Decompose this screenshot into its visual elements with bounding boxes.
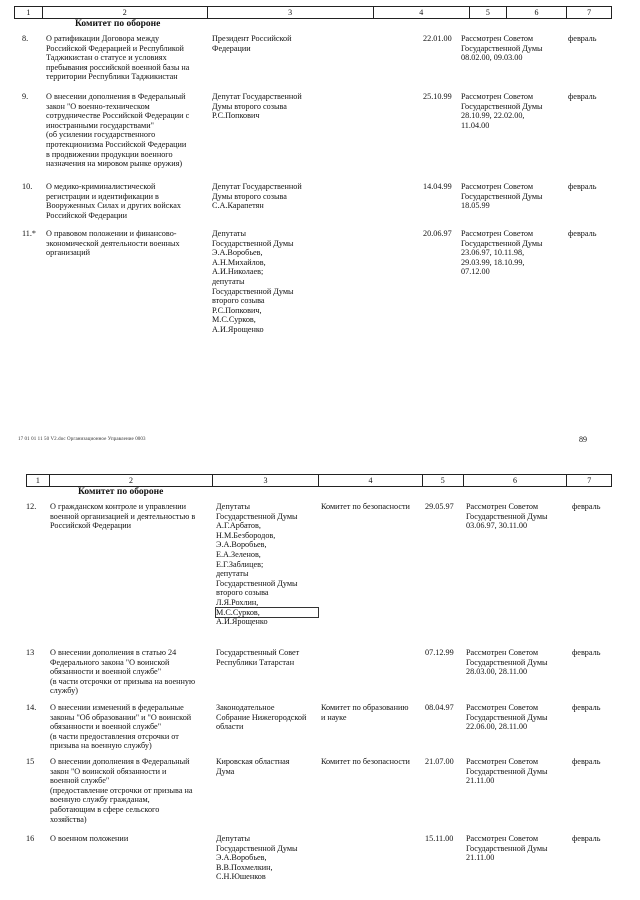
submission-date: 14.04.99 [423, 182, 452, 191]
planned-month: февраль [568, 92, 597, 101]
row-number: 8. [22, 34, 29, 43]
column-number: 5 [470, 7, 507, 18]
column-number: 6 [464, 475, 568, 486]
bill-title: О внесении дополнения в статью 24 Федерального закона "О воинской обязанности и военной службе" (в части отсрочки от призыва на военную службу) [50, 648, 196, 696]
submission-date: 22.01.00 [423, 34, 452, 43]
row-number: 10. [22, 182, 33, 191]
row-number: 11.* [22, 229, 37, 238]
column-number-header [26, 474, 612, 487]
bill-title: О военном положении [50, 834, 129, 843]
submission-date: 25.10.99 [423, 92, 452, 101]
bill-title: О правовом положении и финансово- экономической деятельности военных организаций [46, 229, 180, 258]
consideration-status: Рассмотрен Советом Государственной Думы 28.10.99, 22.02.00, 11.04.00 [461, 92, 543, 130]
planned-month: февраль [572, 834, 601, 843]
bill-author: Кировская областная Дума [216, 757, 290, 776]
bill-author: Депутат Государственной Думы второго созыва С.А.Карапетян [212, 182, 302, 211]
bill-author: Депутаты Государственной Думы Э.А.Воробьев, А.Н.Михайлов, А.И.Николаев; депутаты Государственной Думы второго созыва Р.С.Попкович, М.С.Сурков, А.И.Ярощенко [212, 229, 294, 334]
row-number: 9. [22, 92, 29, 101]
column-number: 7 [587, 8, 592, 17]
consideration-status: Рассмотрен Советом Государственной Думы 23.06.97, 10.11.98, 29.03.99, 18.10.99, 07.12.00 [461, 229, 543, 277]
planned-month: февраль [572, 757, 601, 766]
bill-author: Депутаты Государственной Думы Э.А.Воробьев, В.В.Похмелкин, С.Н.Юшенков [216, 834, 298, 882]
submission-date: 29.05.97 [425, 502, 454, 511]
section-title: Комитет по обороне [75, 19, 161, 29]
bill-title: О внесении дополнения в Федеральный закон "О воинской обязанности и военной службе" (предоставление отсрочки от призыва на военную службу гражданам, работающим в сфере сельского хозяйства) [50, 757, 193, 824]
co-committee: Комитет по образованию и науке [321, 703, 409, 722]
consideration-status: Рассмотрен Советом Государственной Думы 18.05.99 [461, 182, 543, 211]
file-footer-note: 17 01 01 11 50 V2.doc Организационное Управление 0003 [18, 437, 146, 442]
planned-month: февраль [572, 648, 601, 657]
column-number: 2 [43, 7, 208, 18]
bill-author: Депутаты Государственной Думы А.Г.Арбатов, Н.М.Безбородов, Э.А.Воробьев, Е.А.Зеленов, Е.Г.Заблицев; депутаты Государственной Думы второго созыва Л.Я.Рохлин, М.С.Сурков, А.И.Ярощенко [216, 502, 298, 627]
planned-month: февраль [568, 229, 597, 238]
consideration-status: Рассмотрен Советом Государственной Думы 28.03.00, 28.11.00 [466, 648, 548, 677]
bill-title: О внесении изменений в федеральные законы "Об образовании" и "О воинской обязанности и военной службе" (в части предоставления отсрочки от призыва на военную службу) [50, 703, 192, 751]
bill-title: О ратификации Договора между Российской Федерацией и Республикой Таджикистан о статусе и условиях пребывания российской военной базы на территории Республики Таджикистан [46, 34, 190, 82]
bill-author: Президент Российской Федерации [212, 34, 292, 53]
bill-title: О гражданском контроле и управлении военной организацией и деятельностью в Российской Федерации [50, 502, 196, 531]
submission-date: 21.07.00 [425, 757, 454, 766]
co-committee: Комитет по безопасности [321, 502, 410, 511]
column-number: 5 [423, 475, 464, 486]
consideration-status: Рассмотрен Советом Государственной Думы 08.02.00, 09.03.00 [461, 34, 543, 63]
submission-date: 15.11.00 [425, 834, 454, 843]
row-number: 14. [26, 703, 37, 712]
planned-month: февраль [568, 182, 597, 191]
column-number: 3 [213, 475, 319, 486]
row-number: 12. [26, 502, 37, 511]
page-number: 89 [579, 435, 587, 444]
planned-month: февраль [568, 34, 597, 43]
submission-date: 20.06.97 [423, 229, 452, 238]
bill-author: Депутат Государственной Думы второго созыва Р.С.Попкович [212, 92, 302, 121]
column-number: 1 [27, 475, 50, 486]
column-number-header [14, 6, 612, 19]
column-number: 4 [374, 7, 470, 18]
column-number: 4 [319, 475, 423, 486]
consideration-status: Рассмотрен Советом Государственной Думы 21.11.00 [466, 757, 548, 786]
row-number: 13 [26, 648, 35, 657]
bill-author: Государственный Совет Республики Татарстан [216, 648, 300, 667]
column-number: 3 [208, 7, 374, 18]
consideration-status: Рассмотрен Советом Государственной Думы 21.11.00 [466, 834, 548, 863]
submission-date: 08.04.97 [425, 703, 454, 712]
column-number: 6 [507, 7, 568, 18]
column-number: 2 [50, 475, 213, 486]
column-number: 7 [587, 476, 592, 485]
bill-title: О медико-криминалистической регистрации и идентификации в Вооруженных Силах и других войсках Российской Федерации [46, 182, 181, 220]
highlight-box [215, 607, 319, 618]
consideration-status: Рассмотрен Советом Государственной Думы 03.06.97, 30.11.00 [466, 502, 548, 531]
submission-date: 07.12.99 [425, 648, 454, 657]
planned-month: февраль [572, 502, 601, 511]
consideration-status: Рассмотрен Советом Государственной Думы 22.06.00, 28.11.00 [466, 703, 548, 732]
document-page-2 [0, 470, 640, 900]
section-title: Комитет по обороне [78, 487, 164, 497]
co-committee: Комитет по безопасности [321, 757, 410, 766]
bill-title: О внесении дополнения в Федеральный закон "О военно-техническом сотрудничестве Российской Федерации с иностранными государствами" (об усилении государственного протекционизма Российской Федерации в продвижении продукции военного назначения на мировом рынке оружия) [46, 92, 190, 169]
row-number: 15 [26, 757, 35, 766]
planned-month: февраль [572, 703, 601, 712]
bill-author: Законодательное Собрание Нижегородской области [216, 703, 307, 732]
row-number: 16 [26, 834, 35, 843]
column-number: 1 [15, 7, 43, 18]
